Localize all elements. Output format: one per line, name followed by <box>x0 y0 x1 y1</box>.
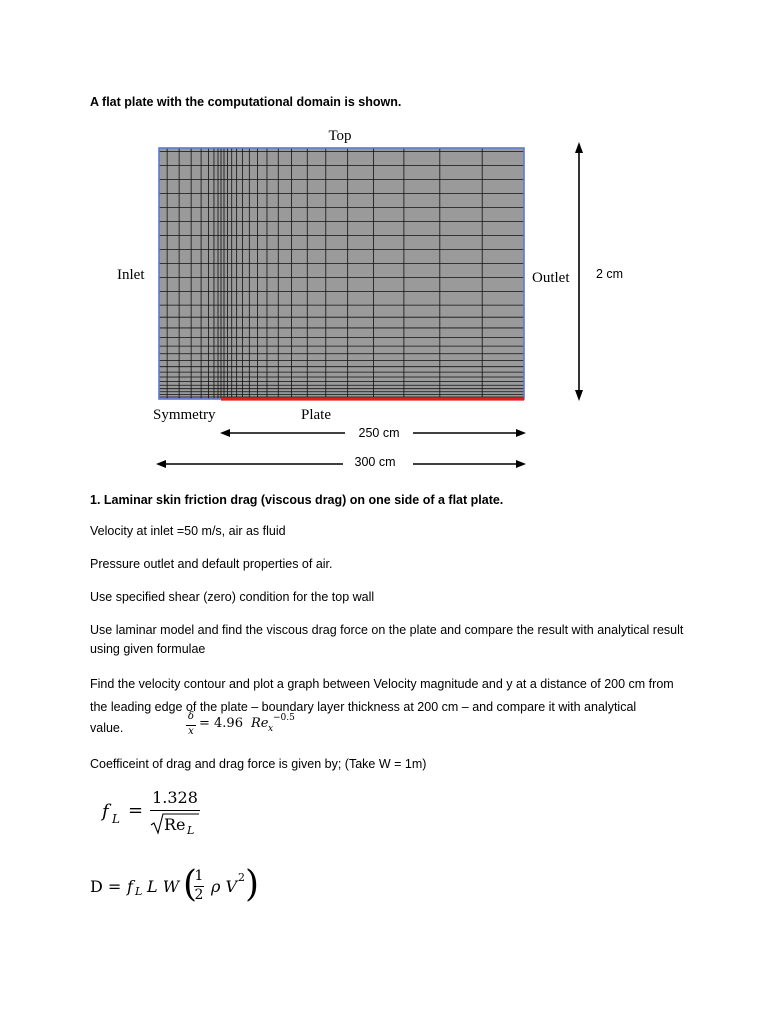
fl-lhs-sub: L <box>112 812 120 826</box>
d-paren-right: ) <box>245 864 260 905</box>
friction-coefficient-formula <box>100 788 240 838</box>
intro-text: A flat plate with the computational domain is shown. <box>90 95 402 109</box>
drag-force-formula <box>90 865 290 911</box>
fl-denominator: Re <box>164 815 186 834</box>
d-sq: 2 <box>238 871 245 884</box>
d-half-den: 2 <box>194 887 204 903</box>
text-line-laminar: Use laminar model and find the viscous drag force on the plate and compare the result with analytical result using given formulae <box>90 623 684 656</box>
domain-length-arrow <box>156 460 526 468</box>
bl-re: Re <box>251 716 269 731</box>
fl-fraction-bar <box>150 810 200 811</box>
text-line-shear: Use specified shear (zero) condition for the top wall <box>90 590 375 604</box>
d-rest: L W <box>147 877 180 896</box>
label-symmetry: Symmetry <box>153 407 216 423</box>
section-heading: 1. Laminar skin friction drag (viscous drag) on one side of a flat plate. <box>90 493 504 507</box>
d-half-num: 1 <box>194 868 204 884</box>
domain-figure <box>0 0 768 480</box>
d-f-sub: L <box>135 885 143 898</box>
label-top: Top <box>328 128 352 144</box>
velocity-task-value: value. <box>90 721 124 735</box>
mesh-grid <box>159 148 524 399</box>
text-line-pressure: Pressure outlet and default properties of air. <box>90 557 333 571</box>
d-paren-left: ( <box>183 864 198 905</box>
bl-rhs: = 4.96 <box>199 716 243 731</box>
d-lhs: D = <box>90 877 122 896</box>
fl-numerator: 1.328 <box>152 788 198 807</box>
text-line-velocity: Velocity at inlet =50 m/s, air as fluid <box>90 524 286 538</box>
d-f: f <box>127 877 133 896</box>
height-arrow <box>575 142 583 401</box>
d-rho: ρ V <box>211 877 238 896</box>
bl-x: x <box>188 726 194 737</box>
fl-denominator-sub: L <box>187 824 195 837</box>
label-outlet: Outlet <box>532 270 570 286</box>
drag-intro-text: Coefficeint of drag and drag force is given by; (Take W = 1m) <box>90 757 427 771</box>
label-inlet: Inlet <box>117 267 145 283</box>
velocity-task-text: Find the velocity contour and plot a graph between Velocity magnitude and y at a distance of 200 cm from the leading edge of the plate – boundary layer thickness at 200 cm – and compare it with analytical <box>90 677 674 714</box>
fl-equals: = <box>128 800 144 821</box>
boundary-layer-formula <box>186 711 306 743</box>
bl-re-sub: x <box>268 724 274 734</box>
domain-length-label: 300 cm <box>354 455 396 469</box>
height-label: 2 cm <box>596 267 624 281</box>
bl-exp: −0.5 <box>273 713 295 723</box>
plate-length-label: 250 cm <box>358 426 400 440</box>
label-plate: Plate <box>301 407 331 423</box>
bl-delta: δ <box>187 711 195 722</box>
fl-lhs: f <box>102 801 109 822</box>
